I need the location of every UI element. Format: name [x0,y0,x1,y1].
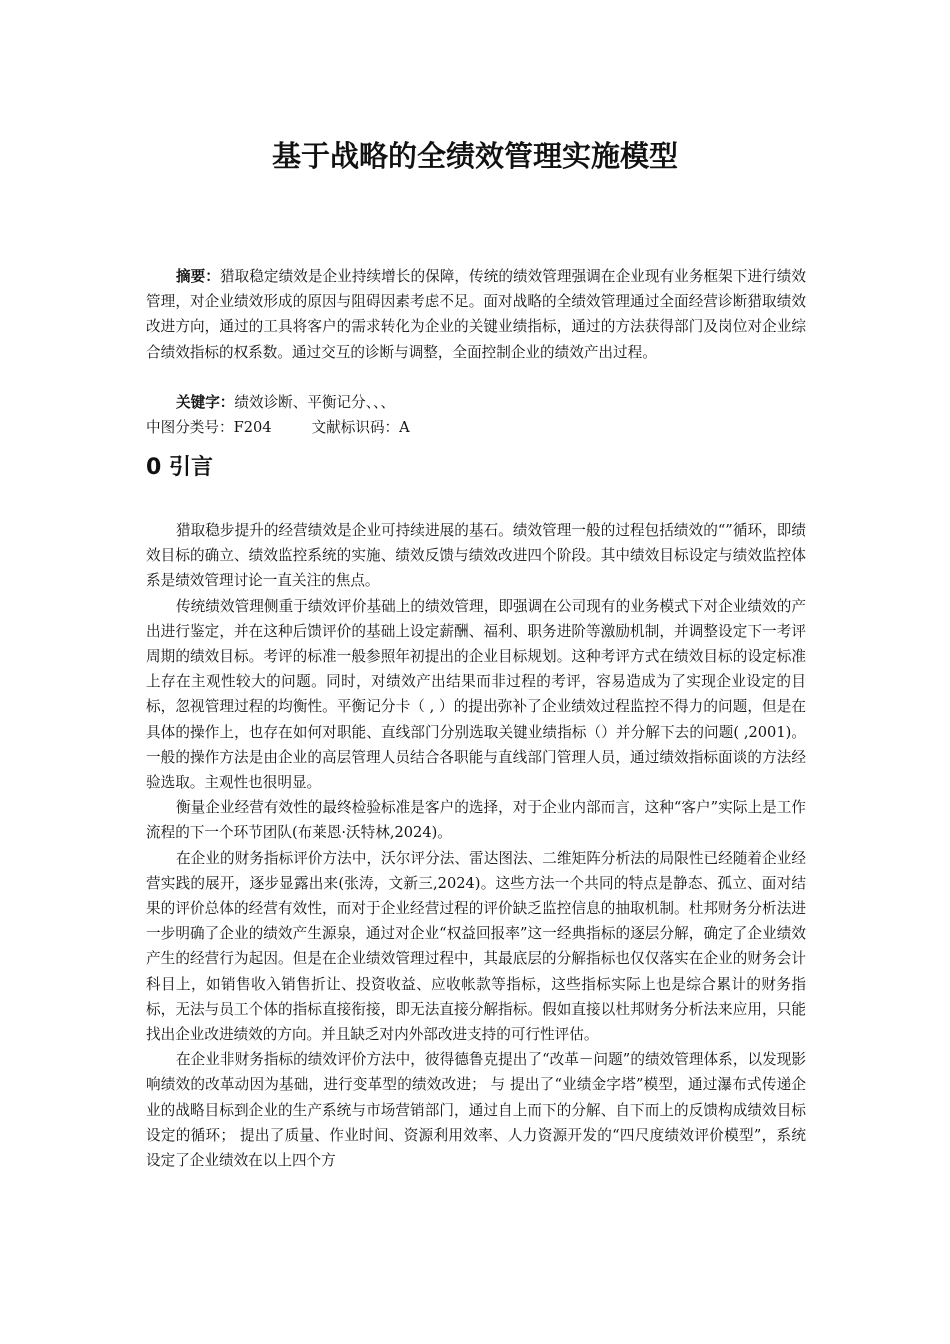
classification-line [146,415,806,440]
paragraph: 传统绩效管理侧重于绩效评价基础上的绩效管理，即强调在公司现有的业务模式下对企业绩效的产出进行鉴定，并在这种后馈评价的基础上设定薪酬、福利、职务进阶等激励机制，并调整设定下一考评周期的绩效目标。考评的标准一般参照年初提出的企业目标规划。这种考评方式在绩效目标的设定标准上存在主观性较大的问题。同时，对绩效产出结果而非过程的考评，容易造成为了实现企业设定的目标，忽视管理过程的均衡性。平衡记分卡（ , ）的提出弥补了企业绩效过程监控不得力的问题，但是在具体的操作上，也存在如何对职能、直线部门分别选取关键业绩指标（）并分解下去的问题( ,2001)。一般的操作方法是由企业的高层管理人员结合各职能与直线部门管理人员，通过绩效指标面谈的方法经验选取。主观性也很明显。 [146,597,806,792]
abstract [146,264,806,365]
keywords [146,390,806,415]
clc-value: F204 [233,419,272,436]
doc-code-label: 文献标识码： [311,419,400,436]
doc-code-value: A [399,419,410,436]
paragraph: 衡量企业经营有效性的最终检验标准是客户的选择，对于企业内部而言，这种“客户”实际上是工作流程的下一个环节团队(布莱恩·沃特林,2024)。 [146,799,806,842]
abstract-label: 摘要： [176,268,220,285]
abstract-text: 猎取稳定绩效是企业持续增长的保障，传统的绩效管理强调在企业现有业务框架下进行绩效管理，对企业绩效形成的原因与阻碍因素考虑不足。面对战略的全绩效管理通过全面经营诊断猎取绩效改进方向，通过的工具将客户的需求转化为企业的关键业绩指标，通过的方法获得部门及岗位对企业综合绩效指标的权系数。通过交互的诊断与调整，全面控制企业的绩效产出过程。 [146,268,806,361]
body-text [146,518,806,1173]
clc-label: 中图分类号： [146,419,234,436]
paragraph: 在企业非财务指标的绩效评价方法中，彼得德鲁克提出了“改革－问题”的绩效管理体系，以发现影响绩效的改革动因为基础，进行变革型的绩效改进； 与 提出了“业绩金字塔”模型，通过瀑布式传递企业的战略目标到企业的生产系统与市场营销部门，通过自上而下的分解、自下而上的反馈构成绩效目标设定的循环； 提出了质量、作业时间、资源利用效率、人力资源开发的“四尺度绩效评价模型”，系统设定了企业绩效在以上四个方 [146,1051,806,1170]
keywords-text: 绩效诊断、平衡记分、、、 [234,394,395,411]
keywords-label: 关键字： [176,394,235,411]
paragraph: 猎取稳步提升的经营绩效是企业可持续进展的基石。绩效管理一般的过程包括绩效的“”循环，即绩效目标的确立、绩效监控系统的实施、绩效反馈与绩效改进四个阶段。其中绩效目标设定与绩效监控体系是绩效管理讨论一直关注的焦点。 [146,522,806,590]
document-title: 基于战略的全绩效管理实施模型 [271,139,678,173]
section-heading: 0 引言 [146,455,213,480]
paragraph: 在企业的财务指标评价方法中，沃尔评分法、雷达图法、二维矩阵分析法的局限性已经随着企业经营实践的展开，逐步显露出来(张涛，文新三,2024)。这些方法一个共同的特点是静态、孤立、面对结果的评价总体的经营有效性，而对于企业经营过程的评价缺乏监控信息的抽取机制。杜邦财务分析法进一步明确了企业的绩效产生源泉，通过对企业“权益回报率”这一经典指标的逐层分解，确定了企业绩效产生的经营行为起因。但是在企业绩效管理过程中，其最底层的分解指标也仅仅落实在企业的财务会计科目上，如销售收入销售折让、投资收益、应收帐款等指标，这些指标实际上也是综合累计的财务指标，无法与员工个体的指标直接衔接，即无法直接分解指标。假如直接以杜邦财务分析法来应用，只能找出企业改进绩效的方向。并且缺乏对内外部改进支持的可行性评估。 [146,849,806,1044]
